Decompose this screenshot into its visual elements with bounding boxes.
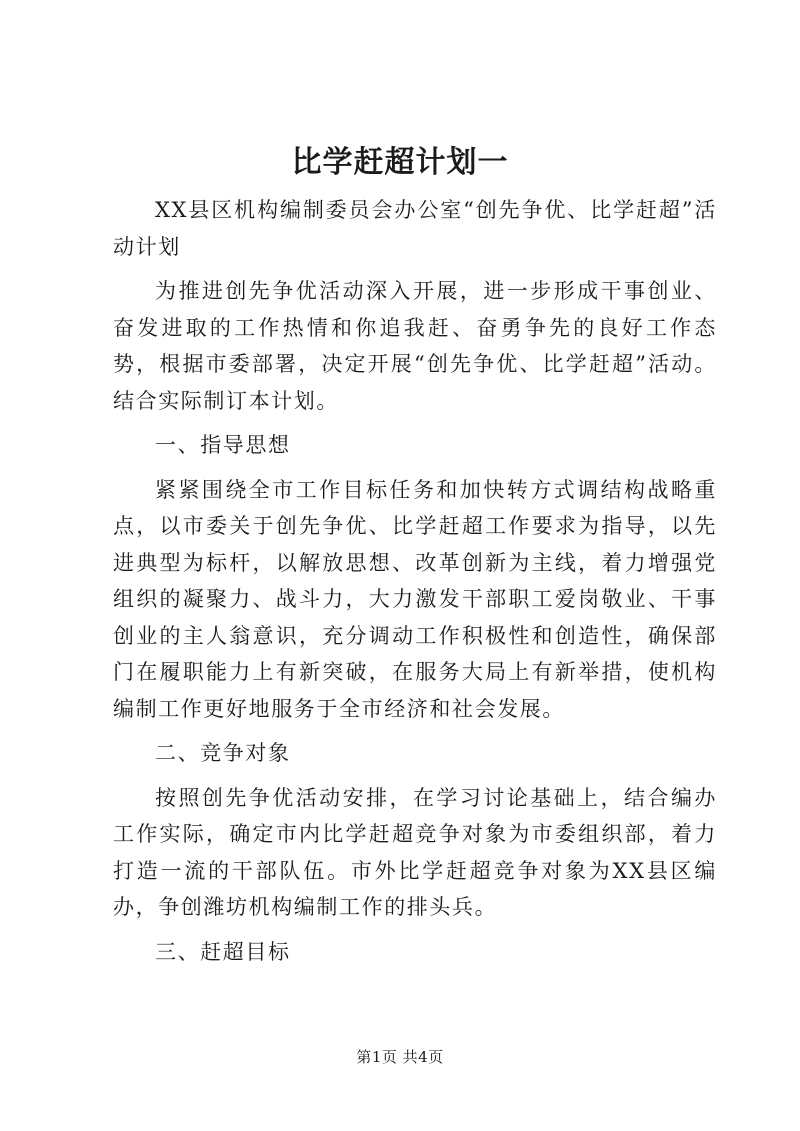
paragraph-guiding-thought: 紧紧围绕全市工作目标任务和加快转方式调结构战略重点，以市委关于创先争优、比学赶超工作要求为指导，以先进典型为标杆，以解放思想、改革创新为主线，着力增强党组织的凝聚力、战斗力，大力激发干部职工爱岗敬业、干事创业的主人翁意识，充分调动工作积极性和创造性，确保部门在履职能力上有新突破，在服务大局上有新举措，使机构编制工作更好地服务于全市经济和社会发展。 — [113, 477, 717, 721]
document-title: 比学赶超计划一 — [291, 145, 509, 180]
page-footer: 第1页 共4页 — [356, 1048, 444, 1066]
paragraph-intro: 为推进创先争优活动深入开展，进一步形成干事创业、奋发进取的工作热情和你追我赶、奋勇争先的良好工作态势，根据市委部署，决定开展“创先争优、比学赶超”活动。结合实际制订本计划。 — [113, 279, 717, 413]
paragraph-competition-target: 按照创先争优活动安排，在学习讨论基础上，结合编办工作实际，确定市内比学赶超竞争对象为市委组织部，着力打造一流的干部队伍。市外比学赶超竞争对象为XX县区编办，争创潍坊机构编制工作的排头兵。 — [113, 785, 717, 919]
section-heading-catch-up-goal: 三、赶超目标 — [155, 939, 291, 964]
paragraph-heading-line: XX县区机构编制委员会办公室“创先争优、比学赶超”活动计划 — [113, 198, 717, 259]
section-heading-guiding-thought: 一、指导思想 — [155, 433, 291, 457]
document-body — [113, 192, 717, 970]
section-heading-competition-target: 二、竞争对象 — [155, 741, 291, 765]
